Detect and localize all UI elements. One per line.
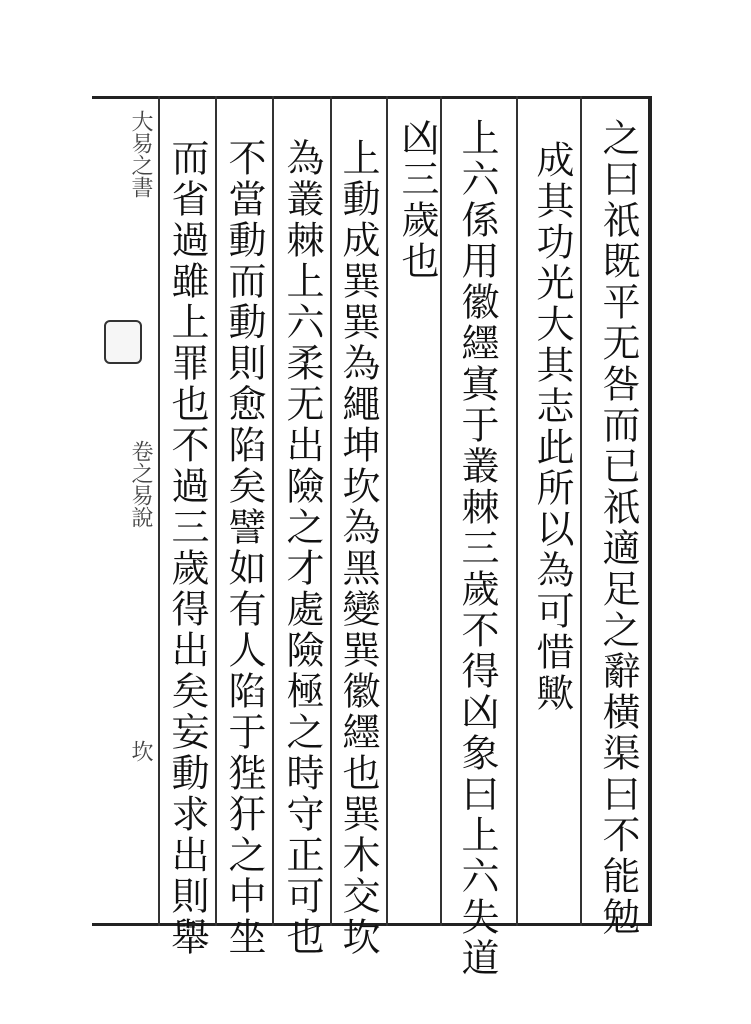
text-column-1: 之曰祇既平无咎而已祇適足之辭橫渠曰不能勉 bbox=[596, 118, 640, 938]
text-column-5: 上動成巽巽為繩坤坎為黑變巽徽纆也巽木交坎 bbox=[336, 138, 380, 958]
text-column-7: 不當動而動則愈陷矣譬如有人陷于狴犴之中坐 bbox=[222, 138, 266, 958]
column-rule bbox=[516, 96, 518, 926]
column-rule bbox=[330, 96, 332, 926]
text-column-2: 成其功光大其志此所以為可惜歟 bbox=[530, 140, 574, 714]
margin-foot: 坎 bbox=[128, 740, 153, 762]
column-rule bbox=[272, 96, 274, 926]
margin-tab bbox=[104, 320, 142, 364]
column-rule bbox=[158, 96, 160, 926]
text-column-3: 上六係用徽纆寘于叢棘三歲不得凶象曰上六失道 bbox=[455, 118, 499, 979]
column-rule bbox=[580, 96, 582, 926]
text-column-6: 為叢棘上六柔无出險之才處險極之時守正可也 bbox=[280, 138, 324, 958]
margin-title: 大易之書 bbox=[128, 110, 153, 198]
text-column-4: 凶三歲也 bbox=[395, 118, 439, 282]
column-rule bbox=[215, 96, 217, 926]
column-rule bbox=[386, 96, 388, 926]
margin-chapter: 卷之易說 bbox=[128, 440, 153, 528]
book-margin bbox=[94, 110, 156, 910]
column-rule bbox=[440, 96, 442, 926]
text-column-8: 而省過雖上罪也不過三歲得出矣妄動求出則舉 bbox=[165, 138, 209, 958]
